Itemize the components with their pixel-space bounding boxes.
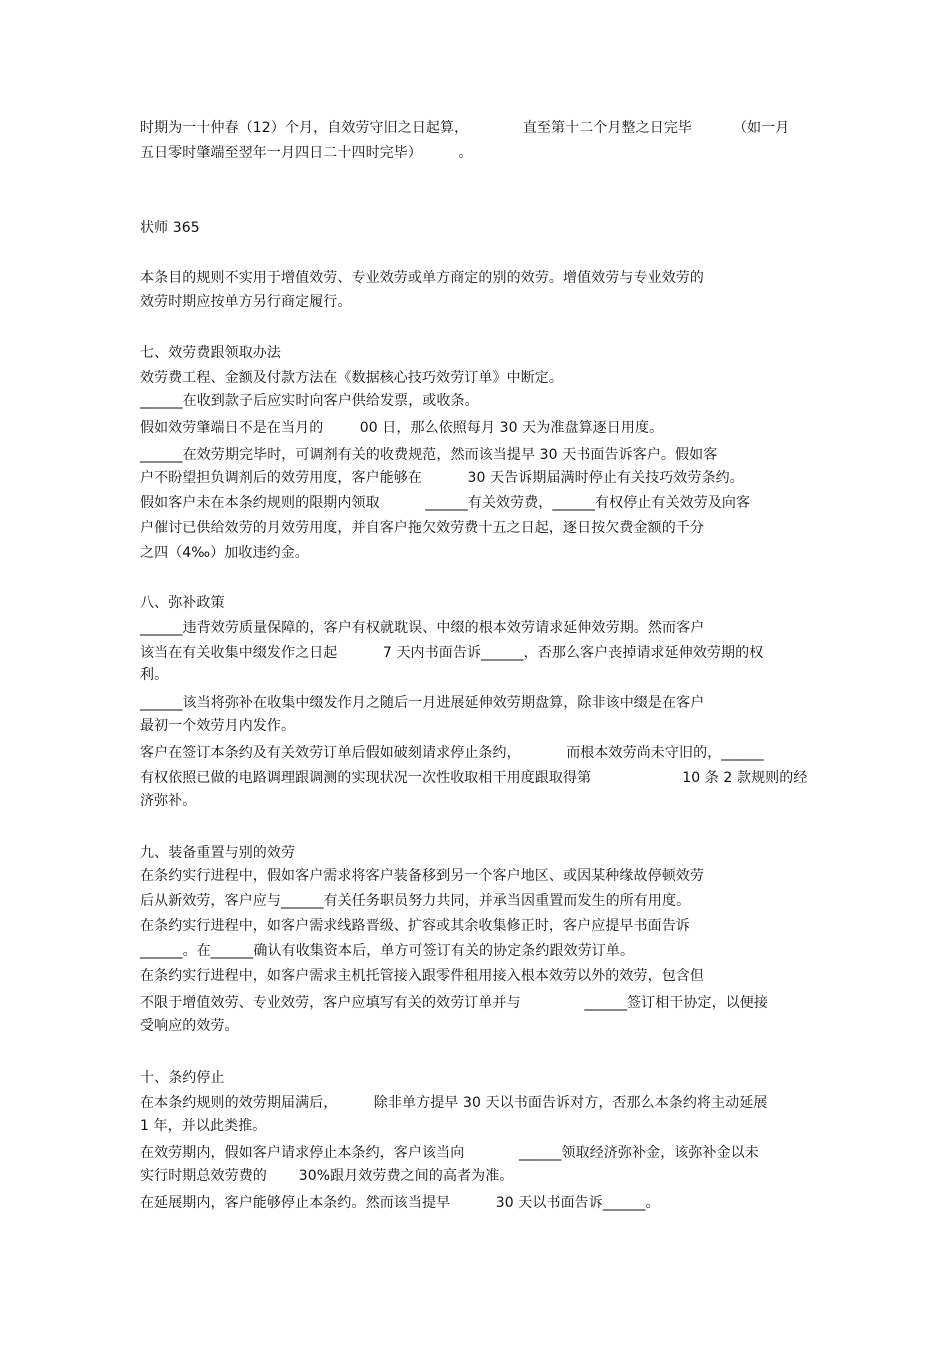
text-line: 在条约实行进程中，如客户需求线路晋级、扩容或其余收集修正时，客户应提早书面告诉 bbox=[140, 918, 690, 934]
text-line: ______在效劳期完毕时，可调剂有关的收费规范，然而该当提早 30 天书面告诉客户。假如客 bbox=[140, 447, 718, 463]
text-line: 不限于增值效劳、专业效劳，客户应填写有关的效劳订单并与 ______签订相干协定，以便接 bbox=[140, 995, 768, 1011]
section-heading: 九、装备重置与别的效劳 bbox=[140, 845, 296, 861]
section-heading: 十、条约停止 bbox=[140, 1070, 225, 1086]
text-line: 在效劳期内，假如客户请求停止本条约，客户该当向 ______领取经济弥补金，该弥补金以未 bbox=[140, 1145, 759, 1161]
text-line: 效劳费工程、金额及付款方法在《数据核心技巧效劳订单》中断定。 bbox=[140, 370, 563, 386]
text-line: 后从新效劳，客户应与______有关任务职员努力共同，并承当因重置而发生的所有用度。 bbox=[140, 893, 691, 909]
text-line: 户不盼望担负调剂后的效劳用度，客户能够在 30 天告诉期届满时停止有关技巧效劳条约。 bbox=[140, 470, 744, 486]
text-line: ______在收到款子后应实时向客户供给发票，或收条。 bbox=[140, 393, 479, 409]
text-line: 之四（4‰）加收违约金。 bbox=[140, 545, 309, 561]
text-line: 在条约实行进程中，如客户需求主机托管接入跟零件租用接入根本效劳以外的效劳，包含但 bbox=[140, 968, 704, 984]
text-line: 最初一个效劳月内发作。 bbox=[140, 718, 296, 734]
text-line: 假如效劳肇端日不是在当月的 00 日，那么依照每月 30 天为准盘算逐日用度。 bbox=[140, 420, 664, 436]
text-line: 效劳时期应按单方另行商定履行。 bbox=[140, 294, 352, 310]
text-line: 在条约实行进程中，假如客户需求将客户装备移到另一个客户地区、或因某种缘故停顿效劳 bbox=[140, 868, 704, 884]
text-line: 户催讨已供给效劳的月效劳用度，并自客户拖欠效劳费十五之日起，逐日按欠费金额的千分 bbox=[140, 520, 704, 536]
text-line: 五日零时肇端至翌年一月四日二十四时完毕） 。 bbox=[140, 145, 473, 161]
text-line: 有权依照已做的电路调理跟调测的实现状况一次性收取相干用度跟取得第 10 条 2 款规则的经 bbox=[140, 770, 808, 786]
text-line: 时期为一十仲春（12）个月，自效劳守旧之日起算， 直至第十二个月整之日完毕 （如一月 bbox=[140, 120, 790, 136]
text-line: 假如客户未在本条约规则的限期内领取 ______有关效劳费，______有权停止有关效劳及向客 bbox=[140, 495, 751, 511]
text-line: 1 年，并以此类推。 bbox=[140, 1118, 267, 1134]
text-line: ______该当将弥补在收集中缀发作月之随后一月进展延伸效劳期盘算，除非该中缀是在客户 bbox=[140, 695, 705, 711]
text-line: 济弥补。 bbox=[140, 793, 197, 809]
text-line: ______。在______确认有收集资本后，单方可签订有关的协定条约跟效劳订单。 bbox=[140, 943, 635, 959]
text-line: 利。 bbox=[140, 667, 169, 683]
text-line: 在本条约规则的效劳期届满后， 除非单方提早 30 天以书面告诉对方，否那么本条约将主动延展 bbox=[140, 1095, 768, 1111]
text-line: 受响应的效劳。 bbox=[140, 1018, 239, 1034]
section-heading: 八、弥补政策 bbox=[140, 595, 225, 611]
text-line: 状师 365 bbox=[140, 220, 200, 236]
section-heading: 七、效劳费跟领取办法 bbox=[140, 345, 281, 361]
text-line: 本条目的规则不实用于增值效劳、专业效劳或单方商定的别的效劳。增值效劳与专业效劳的 bbox=[140, 270, 704, 286]
text-line: 客户在签订本条约及有关效劳订单后假如破刻请求停止条约， 而根本效劳尚未守旧的，______ bbox=[140, 745, 764, 761]
text-line: 该当在有关收集中缀发作之日起 7 天内书面告诉______，否那么客户丧掉请求延伸效劳期的权 bbox=[140, 645, 764, 661]
text-line: 在延展期内，客户能够停止本条约。然而该当提早 30 天以书面告诉______。 bbox=[140, 1195, 660, 1211]
text-line: ______违背效劳质量保障的，客户有权就耽误、中缀的根本效劳请求延伸效劳期。然而客户 bbox=[140, 620, 705, 636]
text-line: 实行时期总效劳费的 30%跟月效劳费之间的高者为准。 bbox=[140, 1168, 514, 1184]
